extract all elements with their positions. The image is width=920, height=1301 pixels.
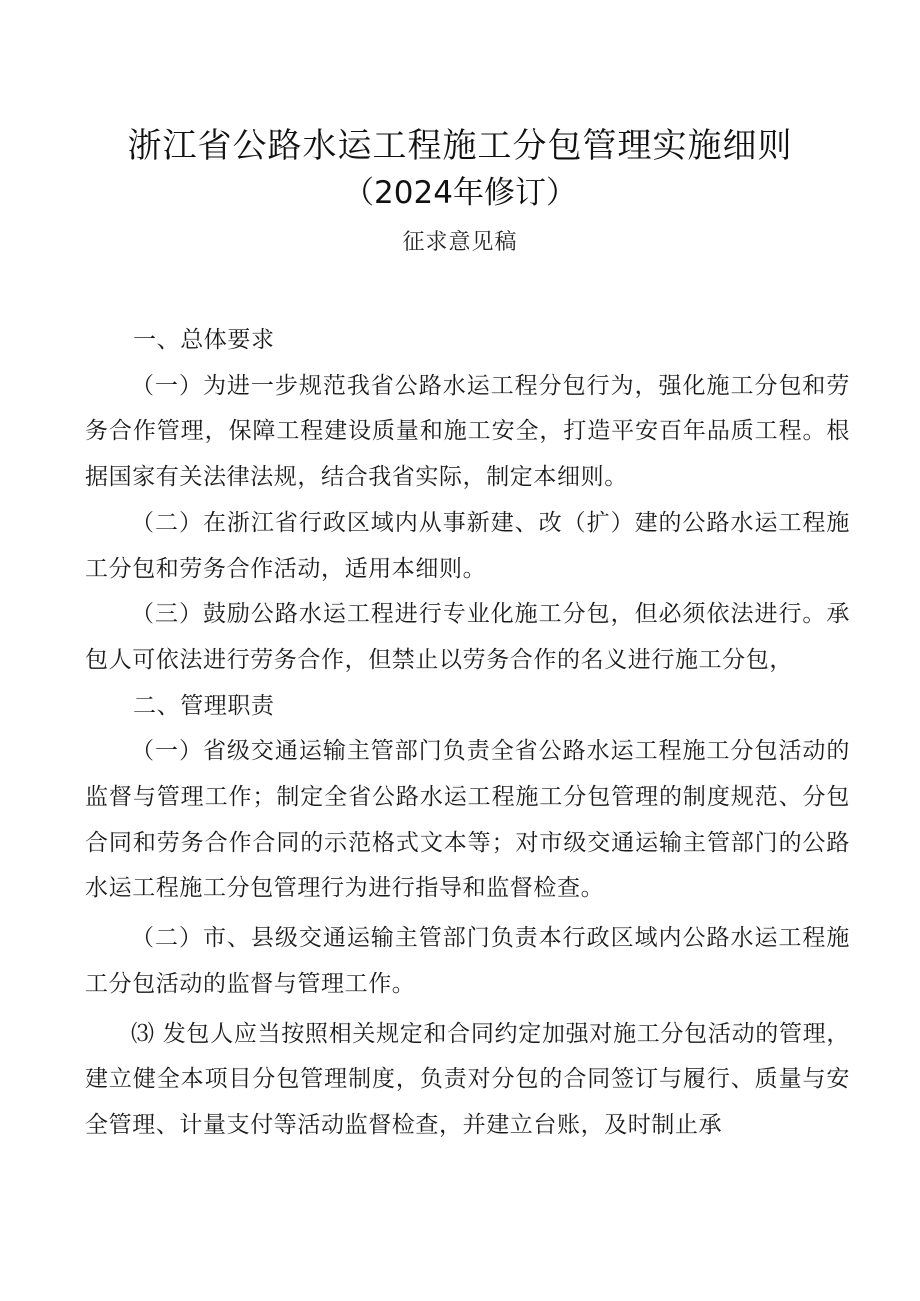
document-body xyxy=(85,318,850,1149)
document-title: 浙江省公路水运工程施工分包管理实施细则 xyxy=(127,126,793,166)
paragraph-1-3: （三）鼓励公路水运工程进行专业化施工分包，但必须依法进行。承包人可依法进行劳务合作，但禁止以劳务合作的名义进行施工分包， xyxy=(85,601,850,673)
section-heading-1: 一、总体要求 xyxy=(133,327,275,353)
paragraph-1-2: （二）在浙江省行政区域内从事新建、改（扩）建的公路水运工程施工分包和劳务合作活动，适用本细则。 xyxy=(85,509,850,582)
draft-label: 征求意见稿 xyxy=(402,230,518,255)
paragraph-1-1: （一）为进一步规范我省公路水运工程分包行为，强化施工分包和劳务合作管理，保障工程建设质量和施工安全，打造平安百年品质工程。根据国家有关法律法规，结合我省实际，制定本细则。 xyxy=(85,372,850,491)
paragraph-2-1: （一）省级交通运输主管部门负责全省公路水运工程施工分包活动的监督与管理工作；制定全省公路水运工程施工分包管理的制度规范、分包合同和劳务合作合同的示范格式文本等；对市级交通运输主管部门的公路水运工程施工分包管理行为进行指导和监督检查。 xyxy=(85,738,850,902)
section-heading-2: 二、管理职责 xyxy=(133,692,275,719)
paragraph-2-3: ⑶ 发包人应当按照相关规定和合同约定加强对施工分包活动的管理，建立健全本项目分包管理制度，负责对分包的合同签订与履行、质量与安全管理、计量支付等活动监督检查，并建立台账，及时制止承 xyxy=(85,1020,850,1138)
document-subtitle: （2024年修订） xyxy=(343,175,577,211)
paragraph-2-2: （二）市、县级交通运输主管部门负责本行政区域内公路水运工程施工分包活动的监督与管理工作。 xyxy=(85,925,850,997)
